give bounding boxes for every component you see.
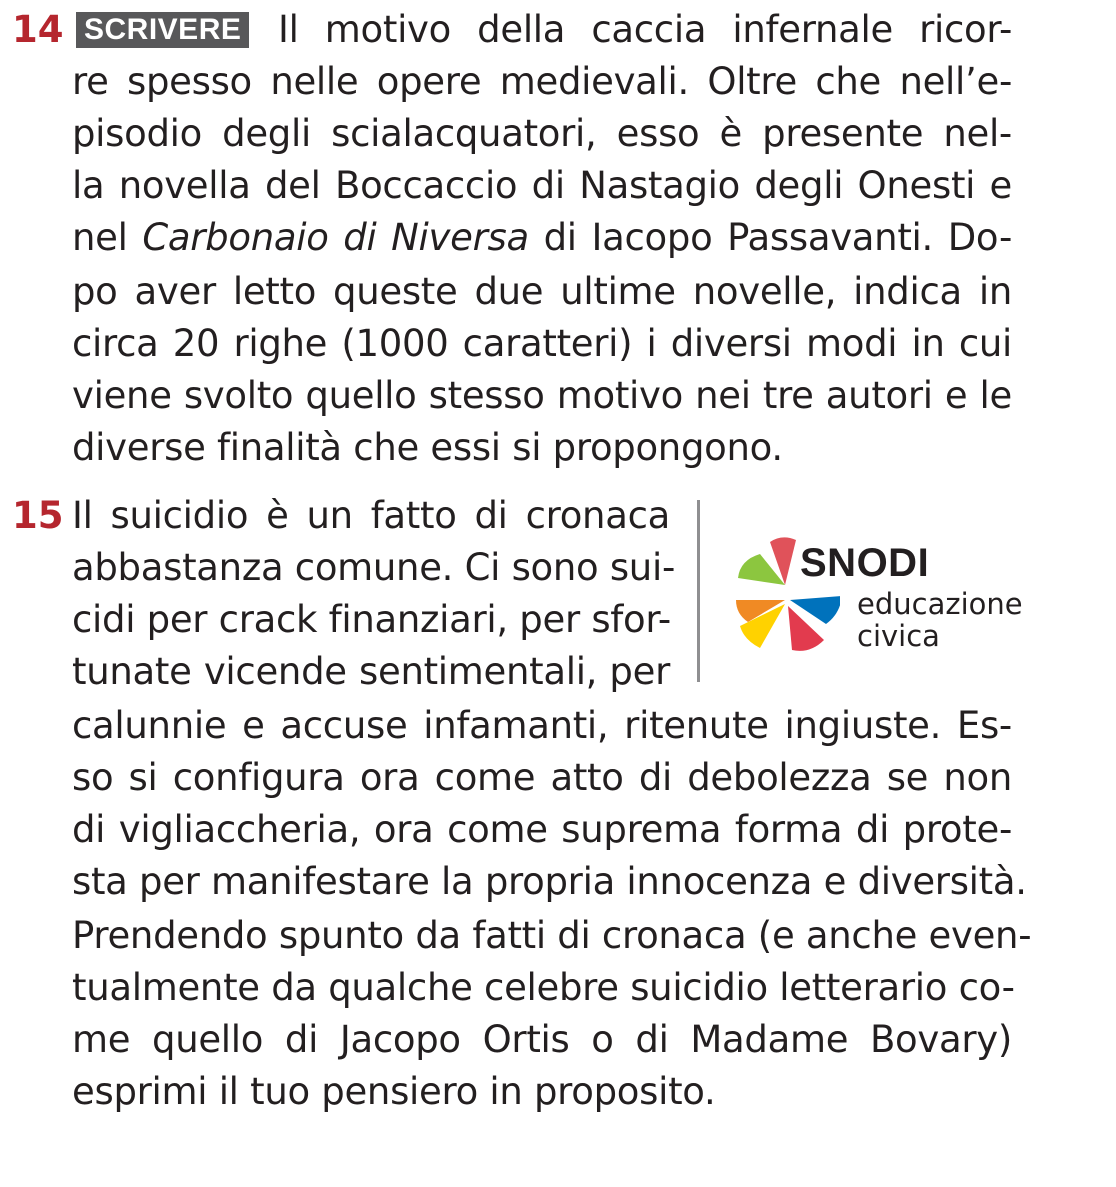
ex14-line-3: pisodio degli scialacquatori, esso è presente nel- <box>72 112 1012 155</box>
book-title-carbonaio: Carbonaio di Niversa <box>142 216 529 259</box>
badge-divider <box>697 500 700 682</box>
ex15-line-11: me quello di Jacopo Ortis o di Madame Bovary) <box>72 1018 1012 1061</box>
ex15-line-7: di vigliaccheria, ora come suprema forma di prote- <box>72 808 1012 851</box>
exercise-15-number: 15 <box>12 494 64 537</box>
exercise-14-number: 14 <box>12 8 64 51</box>
ex15-line-12: esprimi il tuo pensiero in proposito. <box>72 1070 716 1113</box>
snodi-subtitle-1: educazione <box>857 587 1023 621</box>
ex15-line-4: tunate vicende sentimentali, per <box>72 650 670 693</box>
ex14-line-5-b: di Iacopo Passavanti. Do- <box>528 216 1012 259</box>
ex14-line-8: viene svolto quello stesso motivo nei tre autori e le <box>72 374 1012 417</box>
snodi-subtitle-2: civica <box>857 619 940 653</box>
ex15-line-1: Il suicidio è un fatto di cronaca <box>72 494 670 537</box>
ex14-line-4: la novella del Boccaccio di Nastagio degli Onesti e <box>72 164 1012 207</box>
ex15-line-9: Prendendo spunto da fatti di cronaca (e anche even- <box>72 914 1032 957</box>
ex15-line-2: abbastanza comune. Ci sono sui- <box>72 546 675 589</box>
ex14-line-1: Il motivo della caccia infernale ricor- <box>278 8 1012 51</box>
ex14-line-9: diverse finalità che essi si propongono. <box>72 426 783 469</box>
ex14-line-5 <box>72 216 1012 260</box>
ex15-line-10: tualmente da qualche celebre suicidio letterario co- <box>72 966 1015 1009</box>
ex15-line-5: calunnie e accuse infamanti, ritenute ingiuste. Es- <box>72 704 1012 747</box>
ex15-line-3: cidi per crack finanziari, per sfor- <box>72 598 671 641</box>
ex14-line-7: circa 20 righe (1000 caratteri) i diversi modi in cui <box>72 322 1012 365</box>
scrivere-tag-label: SCRIVERE <box>84 13 242 46</box>
snodi-title: SNODI <box>800 541 930 585</box>
ex14-line-5-a: nel <box>72 216 143 259</box>
ex15-line-6: so si configura ora come atto di debolezza se non <box>72 756 1012 799</box>
ex15-line-8: sta per manifestare la propria innocenza e diversità. <box>72 860 1027 903</box>
ex14-line-2: re spesso nelle opere medievali. Oltre che nell’e- <box>72 60 1012 103</box>
ex14-line-6: po aver letto queste due ultime novelle, indica in <box>72 270 1012 313</box>
scrivere-tag <box>76 12 249 48</box>
